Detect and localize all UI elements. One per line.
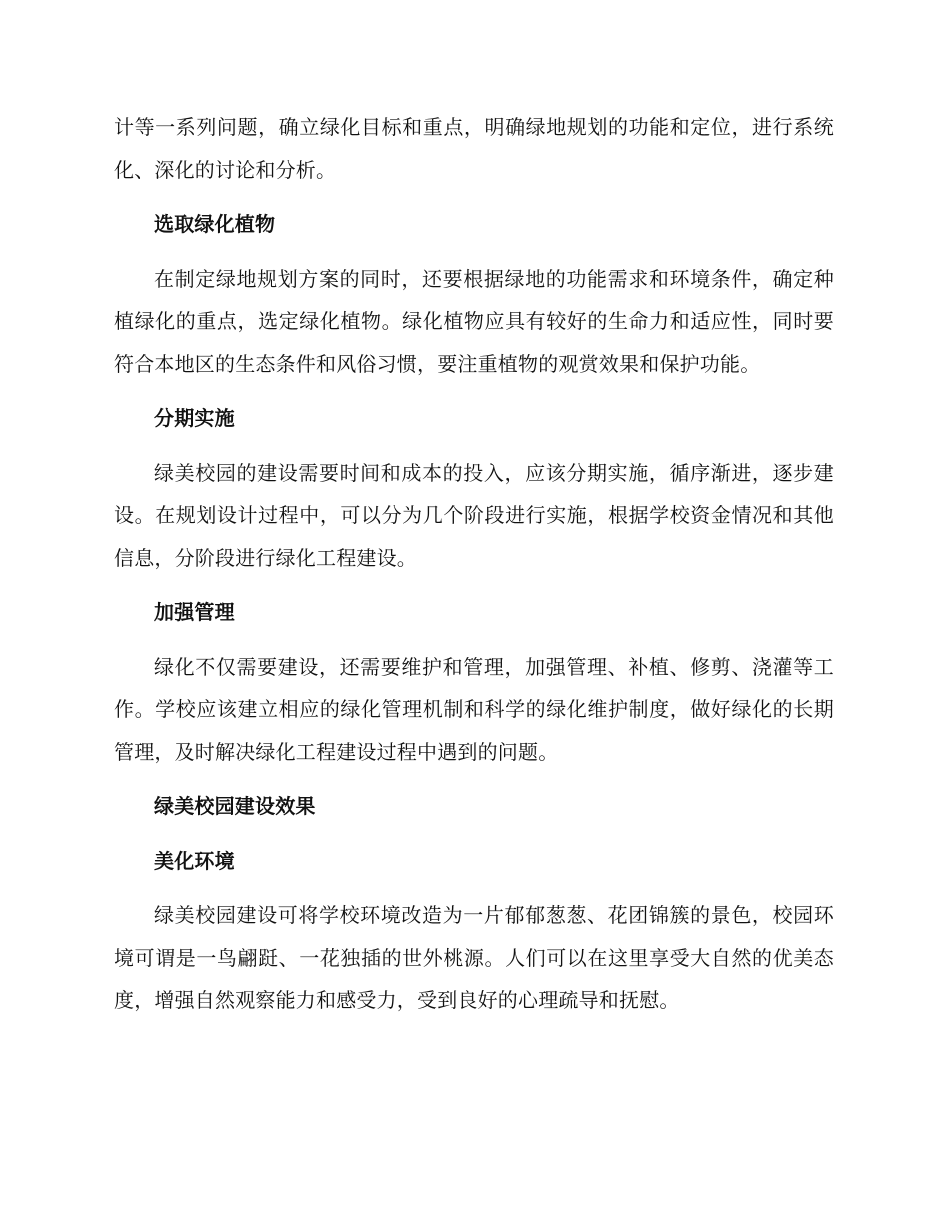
section-heading-strengthen-management: 加强管理: [154, 600, 235, 624]
paragraph-continued: 计等一系列问题，确立绿化目标和重点，明确绿地规划的功能和定位，进行系统化、深化的讨论和分析。: [114, 115, 834, 182]
section-heading-beautify-environment: 美化环境: [154, 848, 235, 873]
paragraph-phased-implementation: 绿美校园的建设需要时间和成本的投入，应该分期实施，循序渐进，逐步建设。在规划设计过程中，可以分为几个阶段进行实施，根据学校资金情况和其他信息，分阶段进行绿化工程建设。: [114, 460, 834, 570]
paragraph-select-plants: 在制定绿地规划方案的同时，还要根据绿地的功能需求和环境条件，确定种植绿化的重点，选定绿化植物。绿化植物应具有较好的生命力和适应性，同时要符合本地区的生态条件和风俗习惯，要注重植物的观赏效果和保护功能。: [114, 266, 834, 376]
paragraph-strengthen-management: 绿化不仅需要建设，还需要维护和管理，加强管理、补植、修剪、浇灌等工作。学校应该建立相应的绿化管理机制和科学的绿化维护制度，做好绿化的长期管理，及时解决绿化工程建设过程中遇到的问题。: [114, 654, 834, 764]
document-body: [114, 106, 834, 1034]
section-heading-phased-implementation: 分期实施: [154, 406, 235, 430]
section-heading-select-plants: 选取绿化植物: [154, 212, 276, 236]
paragraph-beautify-environment: 绿美校园建设可将学校环境改造为一片郁郁葱葱、花团锦簇的景色，校园环境可谓是一鸟翩跹、一花独插的世外桃源。人们可以在这里享受大自然的优美态度，增强自然观察能力和感受力，受到良好的心理疏导和抚慰。: [114, 903, 834, 1012]
section-heading-construction-effects: 绿美校园建设效果: [154, 794, 316, 818]
